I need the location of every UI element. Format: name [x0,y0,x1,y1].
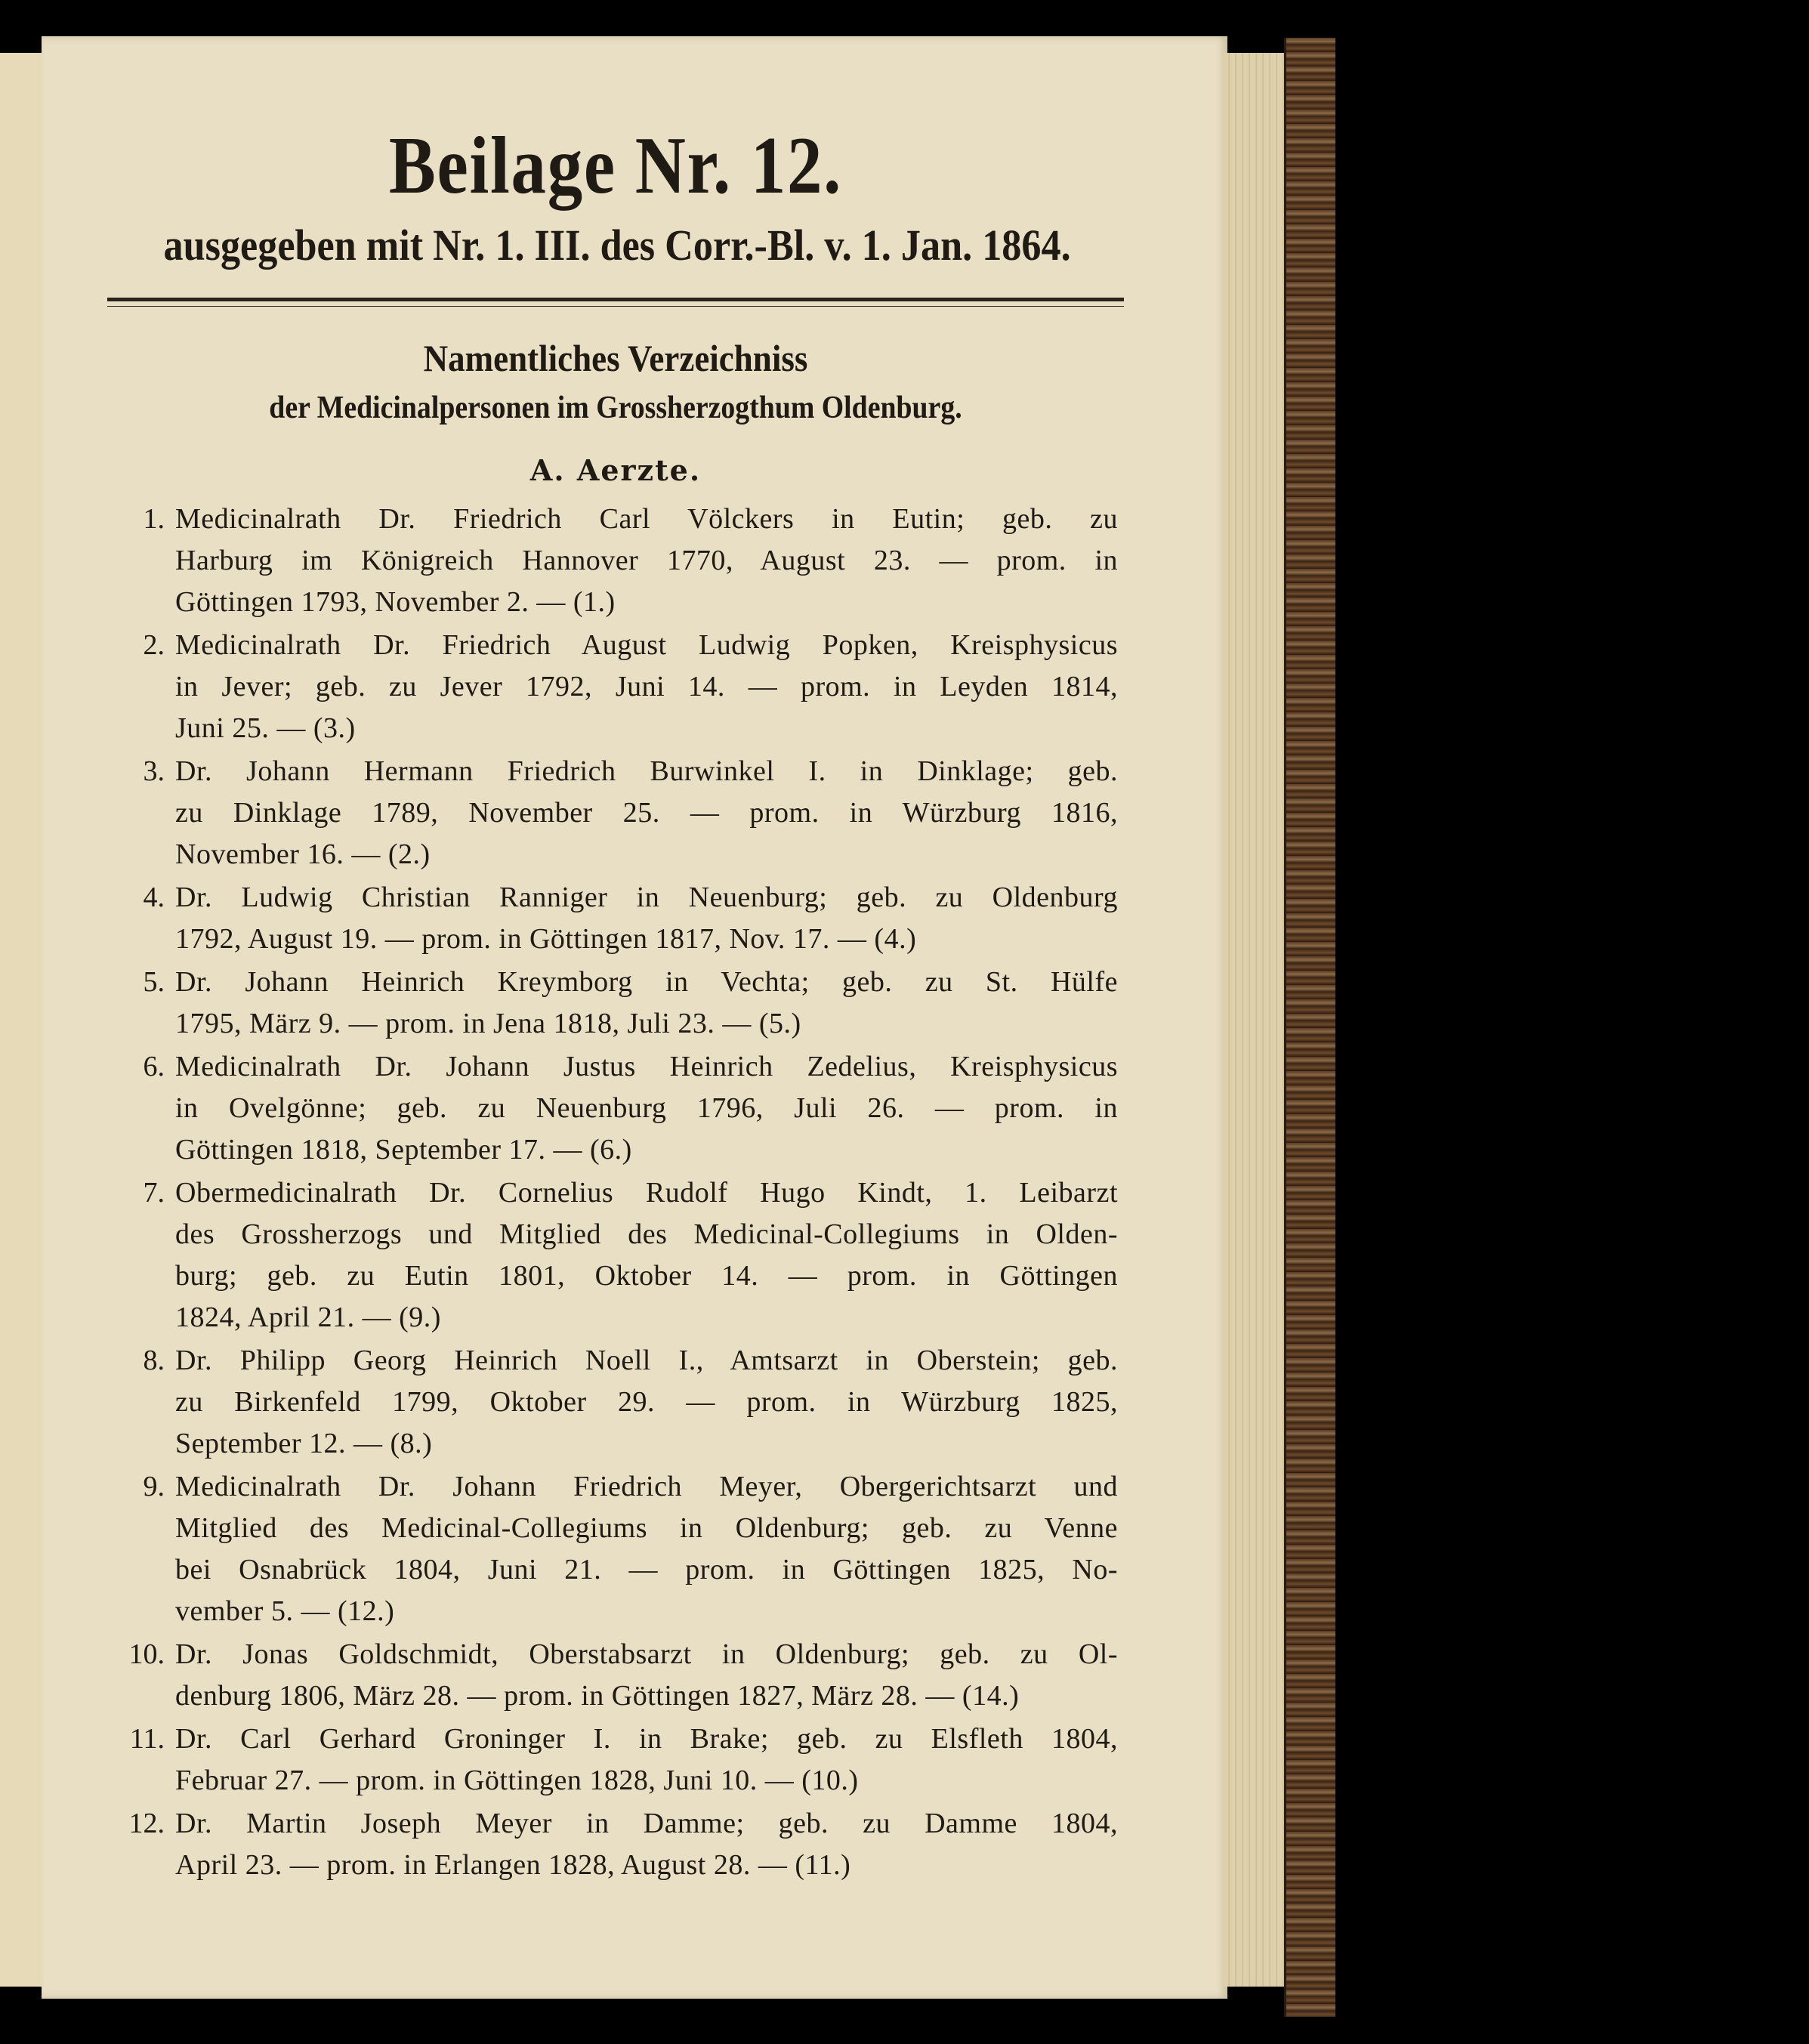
entry-text-line: Dr. Jonas Goldschmidt, Oberstabsarzt in Oldenburg; geb. zu Ol- [175,1638,1118,1670]
entry-number: 7. [143,1177,165,1209]
entry-number: 6. [143,1051,165,1082]
entry-number: 10. [128,1638,165,1670]
entry-text-line: Medicinalrath Dr. Johann Justus Heinrich Zedelius, Kreisphysicus [175,1051,1118,1082]
list-item [113,625,1118,749]
entry-text-line: Mitglied des Medicinal-Collegiums in Oldenburg; geb. zu Venne [175,1512,1118,1544]
marbled-book-cover [1284,38,1335,2017]
entry-text-line: denburg 1806, März 28. — prom. in Göttingen 1827, März 28. — (14.) [175,1680,1020,1712]
entry-number: 5. [143,966,165,998]
list-item [113,1046,1118,1171]
entry-text-line: 1792, August 19. — prom. in Göttingen 1817, Nov. 17. — (4.) [175,923,917,955]
entry-text-line: vember 5. — (12.) [175,1595,395,1627]
entry-number: 12. [128,1808,165,1839]
list-item [113,962,1118,1045]
entry-text-line: November 16. — (2.) [175,838,431,870]
entry-list [113,499,1118,1886]
entry-number: 9. [143,1471,165,1502]
entry-text-line: Dr. Johann Heinrich Kreymborg in Vechta; geb. zu St. Hülfe [175,966,1118,998]
left-page-edge [0,53,43,1987]
stacked-page-edges [1224,53,1284,1987]
entry-text-line: 1795, März 9. — prom. in Jena 1818, Juli 23. — (5.) [175,1008,801,1039]
entry-text-line: Medicinalrath Dr. Friedrich August Ludwig Popken, Kreisphysicus [175,629,1118,661]
list-item [113,1172,1118,1338]
entry-text-line: Dr. Martin Joseph Meyer in Damme; geb. zu Damme 1804, [175,1808,1118,1839]
list-item [113,751,1118,875]
page-text [113,121,1118,1888]
entry-text-line: Medicinalrath Dr. Friedrich Carl Völckers in Eutin; geb. zu [175,503,1118,535]
entry-text-line: Juni 25. — (3.) [175,712,356,744]
entry-text-line: in Ovelgönne; geb. zu Neuenburg 1796, Juli 26. — prom. in [175,1092,1118,1124]
list-item [113,1718,1118,1802]
list-subheading: der Medicinalpersonen im Grossherzogthum Oldenburg. [269,391,962,425]
entry-text-line: in Jever; geb. zu Jever 1792, Juni 14. — prom. in Leyden 1814, [175,671,1118,702]
entry-text-line: Februar 27. — prom. in Göttingen 1828, Juni 10. — (10.) [175,1765,859,1796]
list-item [113,877,1118,960]
list-item [113,1466,1118,1632]
entry-number: 8. [143,1345,165,1376]
entry-number: 1. [143,503,165,535]
entry-text-line: 1824, April 21. — (9.) [175,1301,441,1333]
entry-text-line: Harburg im Königreich Hannover 1770, August 23. — prom. in [175,545,1118,576]
entry-text-line: Göttingen 1793, November 2. — (1.) [175,586,616,618]
page-subtitle: ausgegeben mit Nr. 1. III. des Corr.-Bl. v. 1. Jan. 1864. [163,221,1071,270]
entry-number: 2. [143,629,165,661]
list-heading: Namentliches Verzeichniss [423,337,808,379]
entry-text-line: bei Osnabrück 1804, Juni 21. — prom. in Göttingen 1825, No- [175,1554,1118,1585]
entry-text-line: Dr. Johann Hermann Friedrich Burwinkel I. in Dinklage; geb. [175,755,1118,787]
entry-number: 11. [129,1723,165,1755]
divider-rule [107,298,1124,307]
entry-text-line: burg; geb. zu Eutin 1801, Oktober 14. — prom. in Göttingen [175,1260,1118,1292]
entry-number: 4. [143,882,165,913]
entry-text-line: des Grossherzogs und Mitglied des Medicinal-Collegiums in Olden- [175,1218,1118,1250]
entry-text-line: Dr. Ludwig Christian Ranniger in Neuenburg; geb. zu Oldenburg [175,882,1118,913]
list-item [113,1340,1118,1465]
page-title: Beilage Nr. 12. [388,121,843,211]
entry-text-line: Dr. Philipp Georg Heinrich Noell I., Amtsarzt in Oberstein; geb. [175,1345,1118,1376]
entry-text-line: Göttingen 1818, September 17. — (6.) [175,1134,632,1166]
entry-text-line: Obermedicinalrath Dr. Cornelius Rudolf Hugo Kindt, 1. Leibarzt [175,1177,1118,1209]
list-item [113,1634,1118,1717]
entry-number: 3. [143,755,165,787]
section-heading: A. Aerzte. [529,453,702,487]
entry-text-line: September 12. — (8.) [175,1428,433,1459]
entry-text-line: April 23. — prom. in Erlangen 1828, August 28. — (11.) [175,1849,851,1881]
entry-text-line: zu Birkenfeld 1799, Oktober 29. — prom. in Würzburg 1825, [175,1386,1118,1418]
list-item [113,1803,1118,1886]
entry-text-line: Dr. Carl Gerhard Groninger I. in Brake; geb. zu Elsfleth 1804, [175,1723,1118,1755]
entry-text-line: zu Dinklage 1789, November 25. — prom. in Würzburg 1816, [175,797,1118,829]
list-item [113,499,1118,623]
entry-text-line: Medicinalrath Dr. Johann Friedrich Meyer, Obergerichtsarzt und [175,1471,1118,1502]
